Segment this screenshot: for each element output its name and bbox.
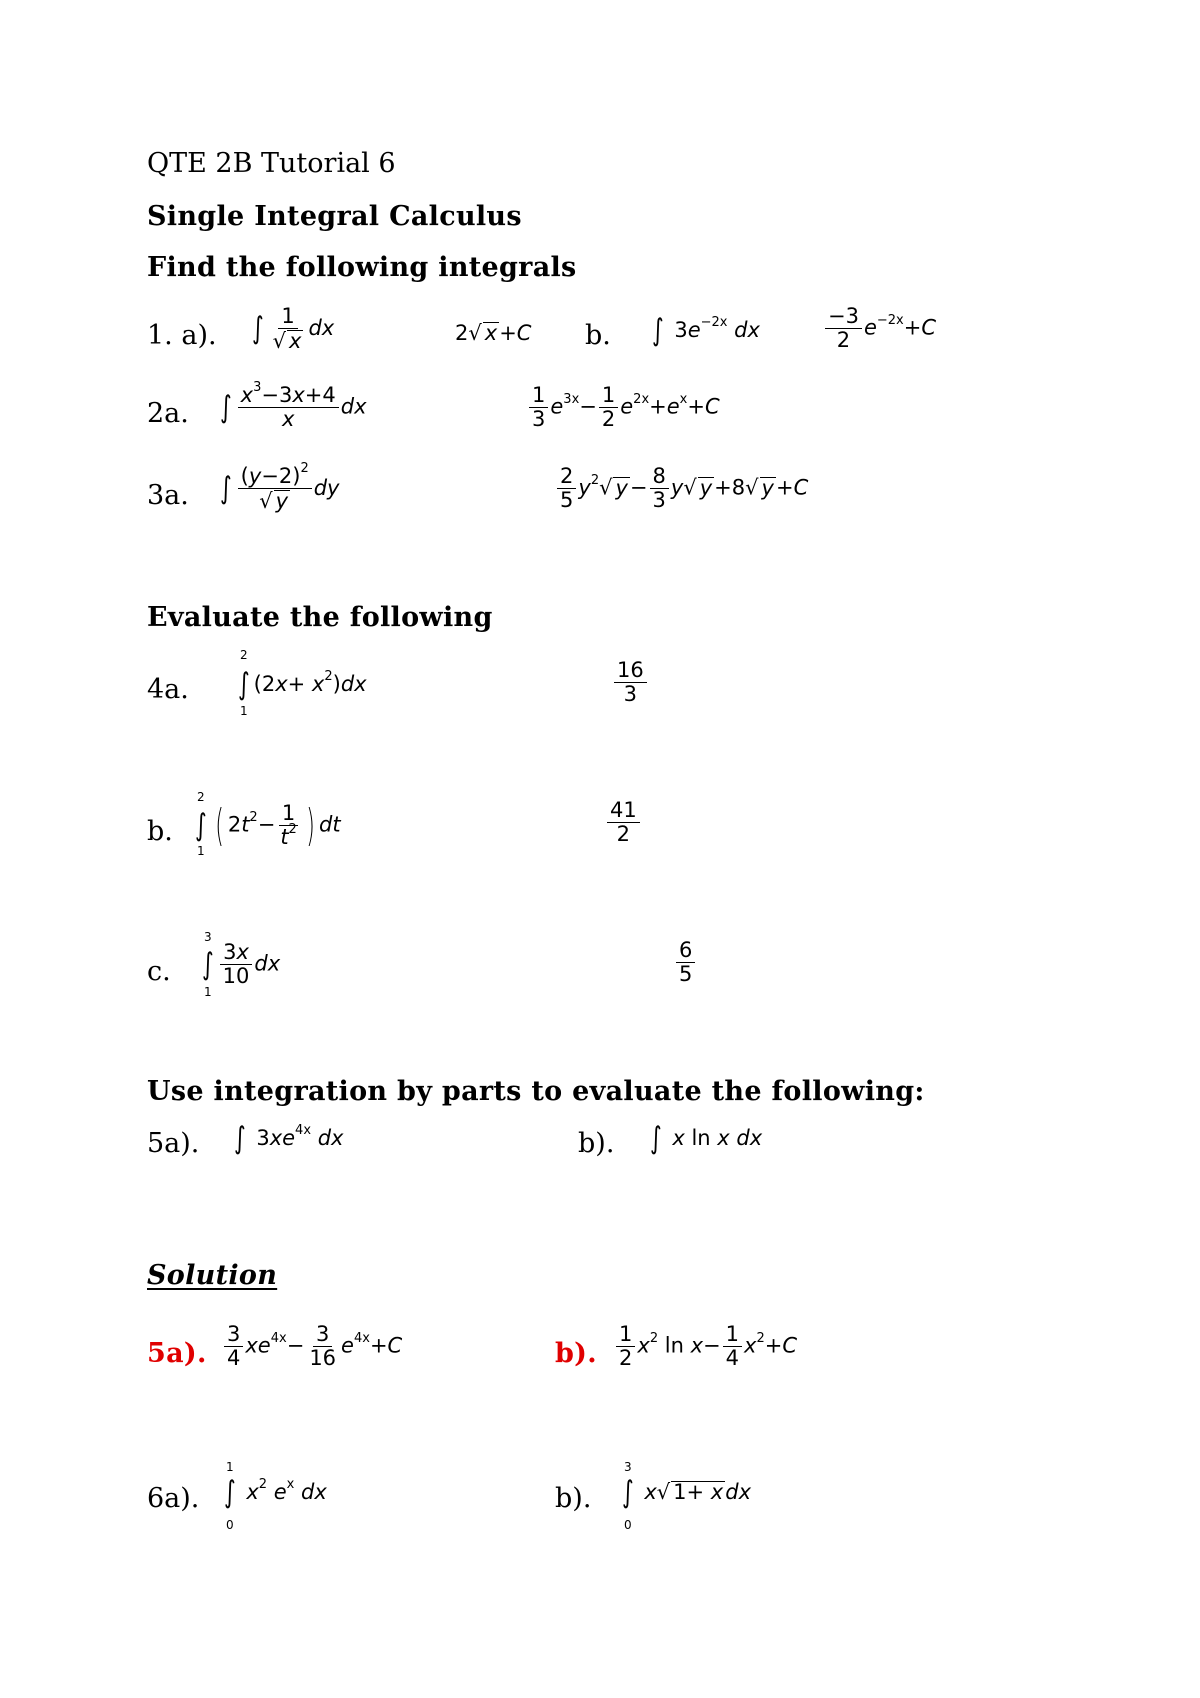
q4a-answer [612, 660, 649, 705]
solution-5a-answer: $\frac{3}{4}$ $xe^{4x}-$ $\frac{3}{16}$ $e^{4x}+C$ [222, 1324, 402, 1369]
q1a-label: 1. a). [147, 320, 217, 351]
q6a-label: 6a). [147, 1483, 200, 1514]
q2a-answer: $\frac{1}{3}$ $e^{3x}-$ $\frac{1}{2}$ $e^{2x}+e^x+C$ [527, 385, 720, 430]
q6a-integral: 1 ∫ $x^2$ $e^x$ dx 0 [223, 1460, 327, 1532]
q1a-integral: ∫ $\frac{1}{√ x}$ dx [251, 304, 335, 353]
q2a-label: 2a. [147, 398, 189, 429]
q4c-integral: 3 ∫ $\frac{3x}{10}$ dx 1 [201, 930, 281, 999]
q4b-answer [605, 800, 642, 845]
q3a-answer: $\frac{2}{5}$ $y^2√$ y− $\frac{8}{3}$ y√ y+8√ y+C [555, 466, 808, 511]
solution-heading: Solution [147, 1260, 278, 1291]
q6b-label: b). [555, 1483, 592, 1514]
solution-5b-label: b). [555, 1338, 597, 1369]
q4a-answer-denominator: 3 [623, 682, 638, 706]
q4b-label: b. [147, 816, 173, 847]
q5a-label: 5a). [147, 1128, 200, 1159]
q4b-answer-numerator: 41 [607, 800, 640, 823]
section-evaluate-heading: Evaluate the following [147, 602, 493, 633]
q4c-answer-numerator: 6 [676, 940, 695, 963]
solution-5b-answer: $\frac{1}{2}$ $x^2$ ln x− $\frac{1}{4}$ $x^2+C$ [614, 1324, 797, 1369]
q4a-answer-numerator: 16 [614, 660, 647, 683]
q6b-integral: 3 ∫ x√ 1+ xdx 0 [621, 1460, 751, 1532]
q1b-integral: ∫ $3e^{-2x}$ dx [651, 313, 760, 348]
q1b-label: b. [585, 320, 611, 351]
q4b-answer-denominator: 2 [616, 822, 631, 846]
q2a-integral: ∫ $\frac{x^3-3x+4}{x}$ dx [219, 380, 367, 431]
q4b-integral: 2 ∫ ( $2t^2-$ $\frac{1}{t^2}$ ) dt 1 [194, 790, 341, 858]
q3a-integral: ∫ $\frac{(y-2)^2}{√ y}$ dy [219, 461, 340, 513]
q5b-label: b). [578, 1128, 615, 1159]
q4c-answer [674, 940, 697, 985]
q4a-label: 4a. [147, 674, 189, 705]
solution-5a-label: 5a). [147, 1338, 207, 1369]
q5a-integral: ∫ $3xe^{4x}$ dx [233, 1121, 344, 1156]
q5b-integral: ∫ x ln x dx [649, 1121, 763, 1156]
q4c-label: c. [147, 956, 171, 987]
page-title: QTE 2B Tutorial 6 [147, 148, 396, 179]
page-subtitle: Single Integral Calculus [147, 201, 522, 232]
section-parts-heading: Use integration by parts to evaluate the following: [147, 1076, 925, 1107]
q1b-answer: $\frac{-3}{2}$ $e^{-2x}+C$ [823, 306, 936, 351]
q3a-label: 3a. [147, 480, 189, 511]
q1a-answer: 2√ x+C [455, 321, 532, 345]
section-integrals-heading: Find the following integrals [147, 252, 577, 283]
q4c-answer-denominator: 5 [679, 962, 693, 986]
q4a-integral: 2 ∫ $(2x+ x^2)dx$ 1 [237, 648, 367, 718]
